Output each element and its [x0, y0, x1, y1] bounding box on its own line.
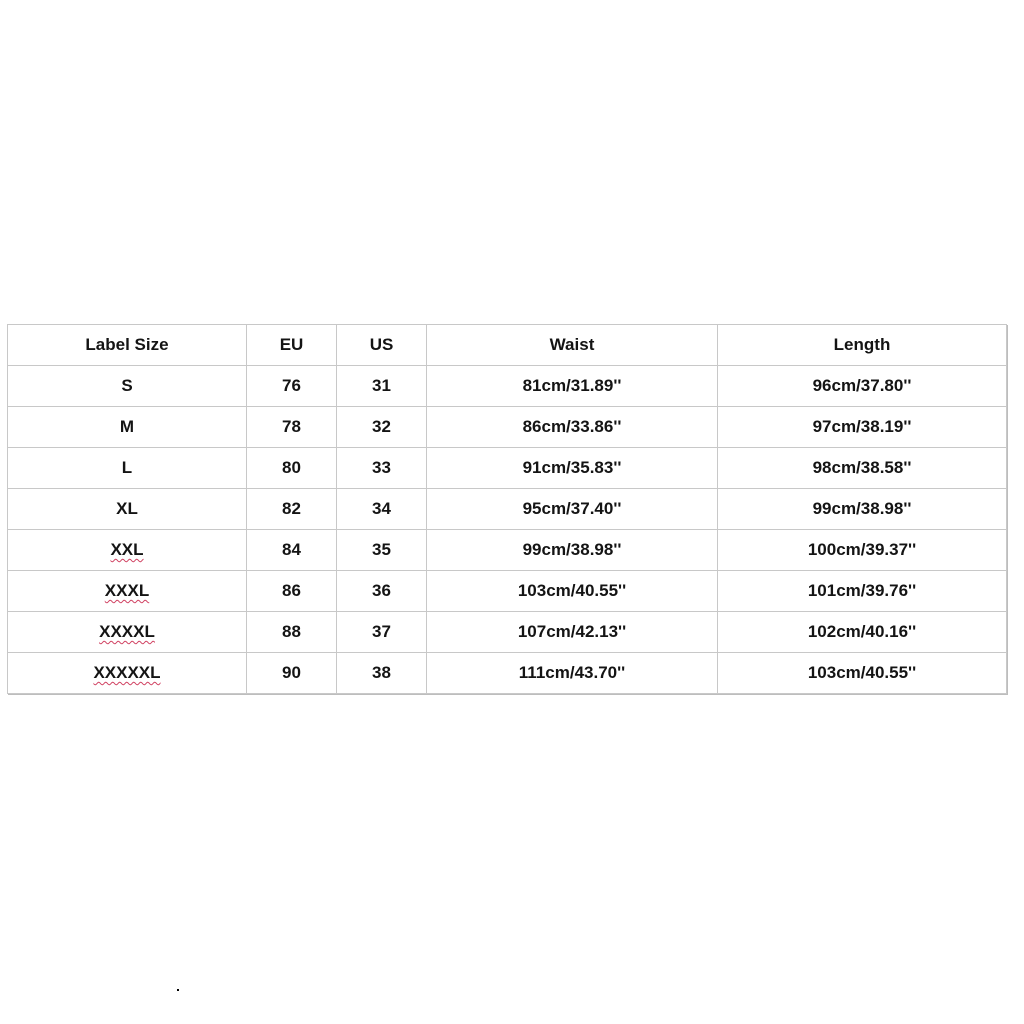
label-size-text: XL: [116, 499, 138, 518]
label-size-text: XXL: [110, 540, 144, 559]
cell-eu: 86: [247, 571, 337, 612]
cell-eu: 80: [247, 448, 337, 489]
cell-us: 38: [337, 653, 427, 694]
cell-label-size: [8, 530, 247, 571]
cell-label-size: [8, 366, 247, 407]
cell-waist: 86cm/33.86'': [427, 407, 718, 448]
stray-dot: [177, 989, 179, 991]
header-waist: Waist: [427, 325, 718, 366]
table-row: [8, 407, 1007, 448]
cell-waist: 107cm/42.13'': [427, 612, 718, 653]
table-row: [8, 366, 1007, 407]
label-size-text: XXXL: [104, 581, 150, 600]
cell-label-size: [8, 489, 247, 530]
cell-waist: 111cm/43.70'': [427, 653, 718, 694]
header-length: Length: [718, 325, 1007, 366]
label-size-text: XXXXL: [99, 622, 155, 641]
cell-eu: 82: [247, 489, 337, 530]
cell-length: 101cm/39.76'': [718, 571, 1007, 612]
cell-us: 31: [337, 366, 427, 407]
cell-us: 33: [337, 448, 427, 489]
cell-us: 36: [337, 571, 427, 612]
header-label-size: Label Size: [8, 325, 247, 366]
label-size-text: XXXXXL: [93, 663, 161, 682]
cell-eu: 78: [247, 407, 337, 448]
size-chart-table: [7, 324, 1007, 694]
cell-waist: 99cm/38.98'': [427, 530, 718, 571]
cell-us: 32: [337, 407, 427, 448]
cell-length: 102cm/40.16'': [718, 612, 1007, 653]
table-row: [8, 612, 1007, 653]
cell-us: 35: [337, 530, 427, 571]
table-row: [8, 489, 1007, 530]
header-eu: EU: [247, 325, 337, 366]
cell-label-size: [8, 612, 247, 653]
label-size-text: M: [119, 417, 135, 436]
cell-waist: 91cm/35.83'': [427, 448, 718, 489]
cell-waist: 81cm/31.89'': [427, 366, 718, 407]
cell-waist: 103cm/40.55'': [427, 571, 718, 612]
cell-eu: 90: [247, 653, 337, 694]
cell-length: 98cm/38.58'': [718, 448, 1007, 489]
cell-waist: 95cm/37.40'': [427, 489, 718, 530]
cell-us: 34: [337, 489, 427, 530]
cell-length: 103cm/40.55'': [718, 653, 1007, 694]
cell-label-size: [8, 407, 247, 448]
cell-eu: 84: [247, 530, 337, 571]
table-row: [8, 653, 1007, 694]
label-size-text: S: [121, 376, 133, 395]
cell-length: 99cm/38.98'': [718, 489, 1007, 530]
cell-us: 37: [337, 612, 427, 653]
cell-label-size: [8, 448, 247, 489]
cell-eu: 88: [247, 612, 337, 653]
header-us: US: [337, 325, 427, 366]
table-row: [8, 530, 1007, 571]
cell-label-size: [8, 653, 247, 694]
cell-label-size: [8, 571, 247, 612]
cell-length: 96cm/37.80'': [718, 366, 1007, 407]
table-row: [8, 571, 1007, 612]
cell-length: 97cm/38.19'': [718, 407, 1007, 448]
cell-length: 100cm/39.37'': [718, 530, 1007, 571]
table-row: [8, 448, 1007, 489]
label-size-text: L: [121, 458, 133, 477]
cell-eu: 76: [247, 366, 337, 407]
table-header-row: [8, 325, 1007, 366]
